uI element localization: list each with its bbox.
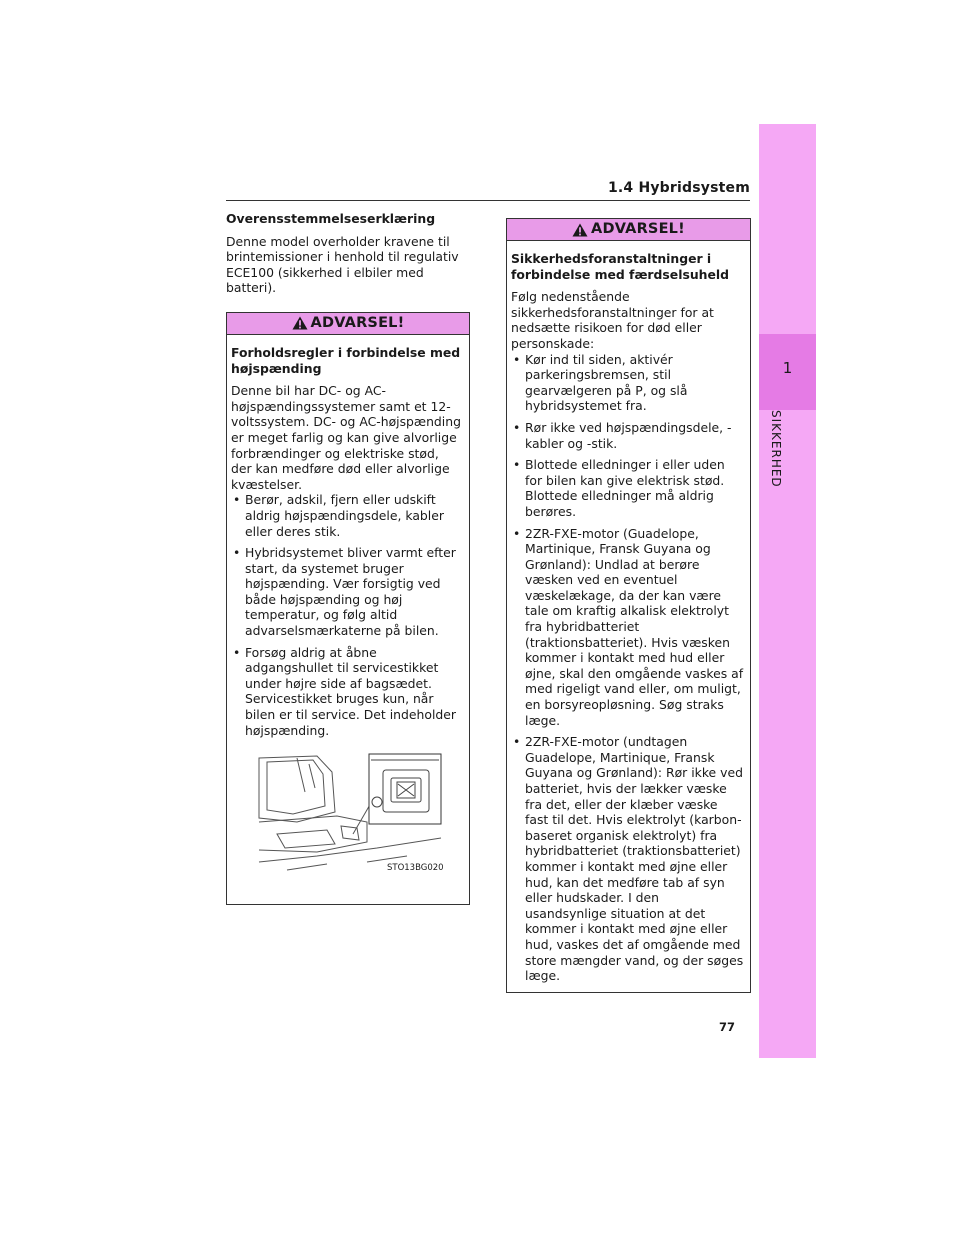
bullet-text: 2ZR-FXE-motor (Guadelope, Martinique, Fransk Guyana og Grønland): Undlad at berøre væsken ved en eventuel væskelækage, da der kan være tale om kraftig alkalisk elektrolyt fra hybridbatteriet (traktionsbatteriet). Hvis væsken kommer i kontakt med hud eller øjne, skal den omgående vaskes af med rigeligt vand eller, om muligt, en borsyreopløsning. Søg straks læge. bbox=[525, 525, 744, 728]
warning-bullet-list bbox=[231, 492, 463, 738]
warning-body bbox=[227, 335, 469, 904]
list-item bbox=[511, 526, 744, 729]
bullet-icon: • bbox=[513, 351, 521, 367]
header-divider bbox=[226, 200, 750, 201]
list-item bbox=[511, 457, 744, 519]
warning-body bbox=[507, 241, 750, 992]
bullet-text: Berør, adskil, fjern eller udskift aldrig højspændingsdele, kabler eller deres stik. bbox=[245, 492, 444, 539]
bullet-text: Rør ikke ved højspændingsdele, -kabler og -stik. bbox=[525, 419, 732, 451]
bullet-text: Hybridsystemet bliver varmt efter start, da systemet bruger højspænding. Vær forsigtig ved både højspænding og høj temperatur, og følg altid advarselsmærkaterne på bilen. bbox=[245, 545, 456, 639]
warning-bullet-list bbox=[511, 352, 744, 984]
list-item bbox=[511, 420, 744, 451]
list-item bbox=[231, 545, 463, 639]
list-item bbox=[511, 734, 744, 984]
chapter-side-tab bbox=[759, 124, 816, 1058]
bullet-icon: • bbox=[233, 545, 241, 561]
chapter-number: 1 bbox=[782, 359, 793, 377]
bullet-icon: • bbox=[233, 644, 241, 660]
chapter-label: SIKKERHED bbox=[769, 410, 783, 488]
list-item bbox=[231, 645, 463, 739]
figure-code: STO13BG020 bbox=[387, 862, 444, 873]
right-column bbox=[506, 218, 751, 993]
conformity-heading: Overensstemmelseserklæring bbox=[226, 211, 436, 226]
warning-text: Denne bil har DC- og AC-højspændingssystemer samt et 12-voltssystem. DC- og AC-højspænding er meget farlig og kan give alvorlige forbrændinger og elektriske stød, der kan medføre død eller alvorlige kvæstelser. bbox=[231, 383, 461, 492]
section-title: 1.4 Hybridsystem bbox=[607, 180, 750, 196]
accident-warning-box bbox=[506, 218, 751, 993]
warning-title: Forholdsregler i forbindelse med højspænding bbox=[231, 344, 461, 376]
bullet-text: 2ZR-FXE-motor (undtagen Guadelope, Martinique, Fransk Guyana og Grønland): Rør ikke ved batteriet, hvis der lækker væske fra det, eller der klæber væske fast til det. Hvis elektrolyt (karbon-baseret organisk elektrolyt) fra hybridbatteriet (traktionsbatteriet) kommer i kontakt med øjne eller hud, kan det medføre tab af syn eller hudskader. I den usandsynlige situation at det kommer i kontakt med øjne eller hud, vaskes det af omgående med store mængder vand, og der søges læge. bbox=[525, 734, 744, 984]
warning-title: Sikkerhedsforanstaltninger i forbindelse med færdselsuheld bbox=[511, 251, 729, 282]
bullet-text: Blottede elledninger i eller uden for bilen kan give elektrisk stød. Blottede elledninger må aldrig berøres. bbox=[525, 457, 725, 519]
warning-header bbox=[507, 219, 750, 241]
warning-label: ADVARSEL! bbox=[310, 314, 405, 331]
list-item bbox=[231, 492, 463, 539]
bullet-text: Forsøg aldrig at åbne adgangshullet til servicestikket under højre side af bagsædet. Servicestikket bruges kun, når bilen er til service. Det indeholder højspænding. bbox=[245, 644, 456, 738]
high-voltage-warning-box bbox=[226, 312, 470, 905]
list-item bbox=[511, 352, 744, 414]
warning-text: Følg nedenstående sikkerhedsforanstaltninger for at nedsætte risikoen for død eller personskade: bbox=[511, 289, 714, 351]
warning-triangle-icon bbox=[292, 316, 308, 330]
bullet-icon: • bbox=[513, 525, 521, 541]
bullet-icon: • bbox=[513, 419, 521, 435]
page-number: 77 bbox=[719, 1020, 736, 1034]
bullet-icon: • bbox=[513, 734, 521, 750]
warning-header bbox=[227, 313, 469, 335]
warning-label: ADVARSEL! bbox=[591, 220, 685, 237]
bullet-icon: • bbox=[233, 492, 241, 508]
bullet-text: Kør ind til siden, aktivér parkeringsbremsen, stil gearvælgeren på P, og slå hybridsystemet fra. bbox=[525, 351, 688, 414]
bullet-icon: • bbox=[513, 457, 521, 473]
service-plug-illustration bbox=[257, 752, 443, 882]
conformity-intro: Denne model overholder kravene til brintemissioner i henhold til regulativ ECE100 (sikkerhed i elbiler med batteri). bbox=[226, 233, 459, 296]
left-column bbox=[226, 211, 470, 905]
warning-triangle-icon bbox=[572, 223, 588, 237]
